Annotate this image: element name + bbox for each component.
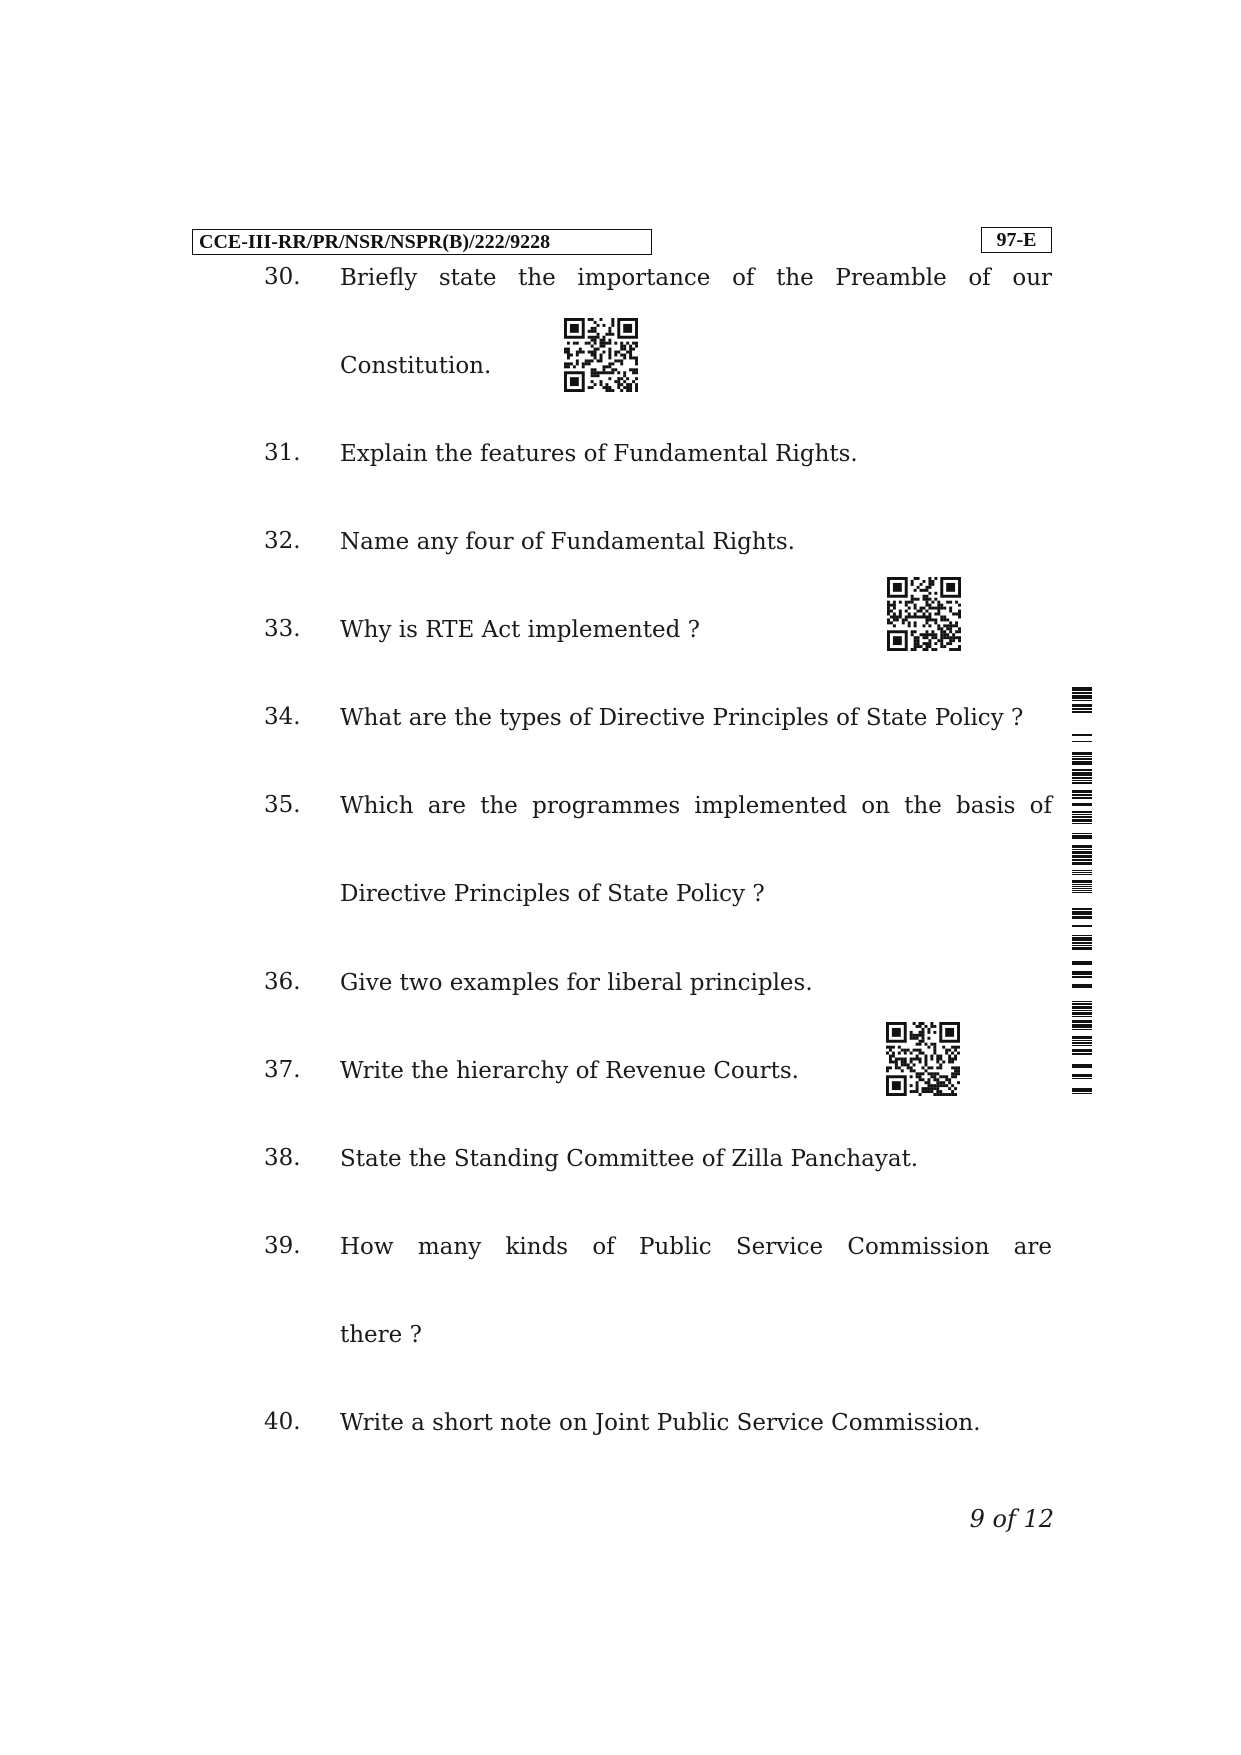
question-number: 30. — [264, 264, 301, 290]
question-number: 36. — [264, 969, 301, 995]
question-text-line: there ? — [340, 1322, 422, 1348]
question-text-line: What are the types of Directive Principles of State Policy ? — [340, 705, 1024, 731]
qr-code-icon — [564, 318, 638, 392]
set-code-box: 97-E — [981, 227, 1052, 253]
exam-code-box: CCE-III-RR/PR/NSR/NSPR(B)/222/9228 — [192, 229, 652, 255]
question-text-line: Directive Principles of State Policy ? — [340, 881, 765, 907]
question-text-line: Write a short note on Joint Public Service Commission. — [340, 1410, 981, 1436]
question-text-line: Name any four of Fundamental Rights. — [340, 529, 795, 555]
question-number: 40. — [264, 1409, 301, 1435]
question-number: 39. — [264, 1233, 301, 1259]
question-text-line: State the Standing Committee of Zilla Panchayat. — [340, 1146, 919, 1172]
question-text-line: Which are the programmes implemented on the basis of — [340, 793, 1052, 819]
question-number: 32. — [264, 528, 301, 554]
question-text-line: How many kinds of Public Service Commission are — [340, 1234, 1052, 1260]
question-number: 37. — [264, 1057, 301, 1083]
question-text-line: Explain the features of Fundamental Rights. — [340, 441, 858, 467]
question-number: 33. — [264, 616, 301, 642]
question-number: 35. — [264, 792, 301, 818]
question-number: 34. — [264, 704, 301, 730]
question-number: 31. — [264, 440, 301, 466]
question-text-line: Write the hierarchy of Revenue Courts. — [340, 1058, 799, 1084]
page-number: 9 of 12 — [969, 1505, 1054, 1533]
question-number: 38. — [264, 1145, 301, 1171]
question-text-line: Constitution. — [340, 353, 492, 379]
question-text-line: Why is RTE Act implemented ? — [340, 617, 700, 643]
question-text-line: Give two examples for liberal principles. — [340, 970, 813, 996]
qr-code-icon — [887, 577, 961, 651]
barcode-icon — [1072, 685, 1092, 1095]
question-text-line: Briefly state the importance of the Preamble of our — [340, 265, 1052, 291]
qr-code-icon — [886, 1022, 960, 1096]
